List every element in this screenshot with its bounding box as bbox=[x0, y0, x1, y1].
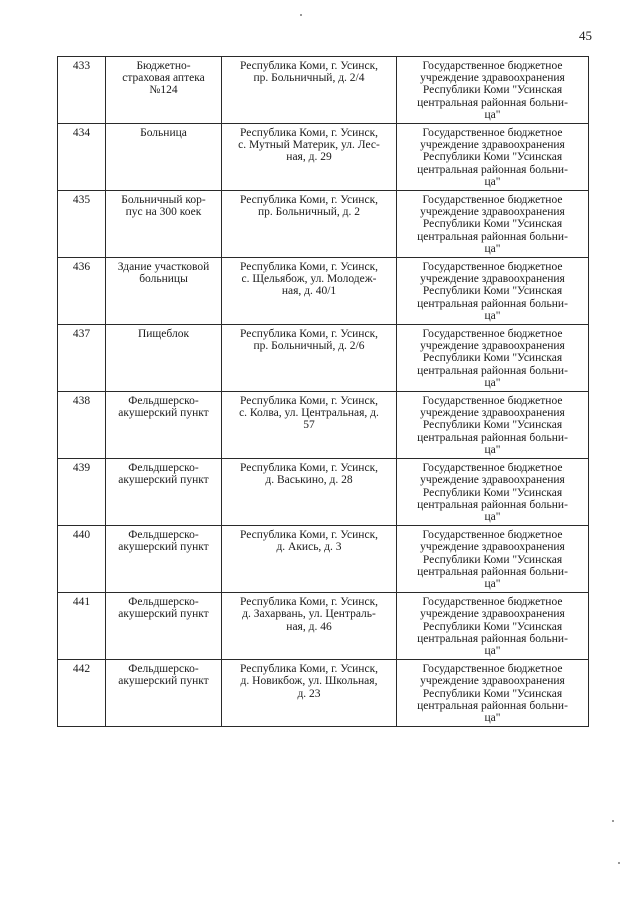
table-row bbox=[58, 124, 589, 191]
address-cell-text: Республика Коми, г. Усинск, с. Щельябож, ул. Молодеж- ная, д. 40/1 bbox=[239, 261, 379, 298]
row-number-cell bbox=[58, 526, 106, 593]
object-name-cell-text: Фельдшерско- акушерский пункт bbox=[118, 596, 209, 621]
row-number-cell bbox=[58, 660, 106, 727]
object-name-cell-text: Бюджетно- страховая аптека №124 bbox=[122, 60, 205, 97]
row-number-cell-text: 437 bbox=[72, 328, 91, 341]
organization-cell-text: Государственное бюджетное учреждение здравоохранения Республики Коми "Усинская центральная районная больни- ца" bbox=[417, 395, 568, 456]
table-row bbox=[58, 392, 589, 459]
row-number-cell bbox=[58, 593, 106, 660]
organization-cell bbox=[397, 660, 589, 727]
table-row bbox=[58, 325, 589, 392]
address-cell-text: Республика Коми, г. Усинск, пр. Больничный, д. 2 bbox=[239, 194, 379, 219]
row-number-cell-text: 442 bbox=[72, 663, 91, 676]
table-row bbox=[58, 191, 589, 258]
row-number-cell-text: 439 bbox=[72, 462, 91, 475]
organization-cell bbox=[397, 124, 589, 191]
address-cell-text: Республика Коми, г. Усинск, д. Васькино, д. 28 bbox=[239, 462, 379, 487]
table-row bbox=[58, 526, 589, 593]
object-name-cell bbox=[106, 660, 222, 727]
address-cell-text: Республика Коми, г. Усинск, д. Захарвань, ул. Централь- ная, д. 46 bbox=[239, 596, 379, 633]
address-cell bbox=[222, 258, 397, 325]
object-name-cell-text: Фельдшерско- акушерский пункт bbox=[118, 529, 209, 554]
table-row bbox=[58, 459, 589, 526]
organization-cell bbox=[397, 258, 589, 325]
organization-cell bbox=[397, 392, 589, 459]
row-number-cell bbox=[58, 124, 106, 191]
scan-speck bbox=[618, 862, 620, 864]
organization-cell-text: Государственное бюджетное учреждение здравоохранения Республики Коми "Усинская центральная районная больни- ца" bbox=[417, 663, 568, 724]
object-name-cell-text: Больница bbox=[140, 127, 187, 140]
organization-cell bbox=[397, 526, 589, 593]
row-number-cell-text: 433 bbox=[72, 60, 91, 72]
organization-cell-text: Государственное бюджетное учреждение здравоохранения Республики Коми "Усинская центральная районная больни- ца" bbox=[417, 462, 568, 523]
table-row bbox=[58, 593, 589, 660]
object-name-cell bbox=[106, 258, 222, 325]
address-cell bbox=[222, 57, 397, 124]
organization-cell bbox=[397, 459, 589, 526]
object-name-cell bbox=[106, 593, 222, 660]
address-cell-text: Республика Коми, г. Усинск, пр. Больничный, д. 2/4 bbox=[239, 60, 379, 85]
address-cell-text: Республика Коми, г. Усинск, с. Мутный Материк, ул. Лес- ная, д. 29 bbox=[238, 127, 380, 164]
address-cell-text: Республика Коми, г. Усинск, д. Новикбож, ул. Школьная, д. 23 bbox=[239, 663, 379, 700]
address-cell bbox=[222, 593, 397, 660]
row-number-cell bbox=[58, 258, 106, 325]
address-cell-text: Республика Коми, г. Усинск, пр. Больничный, д. 2/6 bbox=[239, 328, 379, 353]
row-number-cell-text: 441 bbox=[72, 596, 91, 609]
organization-cell-text: Государственное бюджетное учреждение здравоохранения Республики Коми "Усинская центральная районная больни- ца" bbox=[417, 194, 568, 255]
address-cell bbox=[222, 459, 397, 526]
row-number-cell bbox=[58, 57, 106, 124]
object-name-cell-text: Пищеблок bbox=[137, 328, 190, 341]
object-name-cell-text: Здание участковой больницы bbox=[117, 261, 210, 286]
organization-cell bbox=[397, 191, 589, 258]
object-name-cell-text: Больничный кор- пус на 300 коек bbox=[121, 194, 206, 219]
object-name-cell-text: Фельдшерско- акушерский пункт bbox=[118, 462, 209, 487]
row-number-cell bbox=[58, 392, 106, 459]
address-cell bbox=[222, 325, 397, 392]
address-cell-text: Республика Коми, г. Усинск, с. Колва, ул. Центральная, д. 57 bbox=[239, 395, 379, 432]
address-cell bbox=[222, 191, 397, 258]
organization-cell-text: Государственное бюджетное учреждение здравоохранения Республики Коми "Усинская центральная районная больни- ца" bbox=[417, 127, 568, 188]
address-cell bbox=[222, 660, 397, 727]
organization-cell-text: Государственное бюджетное учреждение здравоохранения Республики Коми "Усинская центральная районная больни- ца" bbox=[417, 60, 568, 121]
row-number-cell-text: 438 bbox=[72, 395, 91, 408]
address-cell bbox=[222, 526, 397, 593]
table-row bbox=[58, 660, 589, 727]
organization-cell-text: Государственное бюджетное учреждение здравоохранения Республики Коми "Усинская центральная районная больни- ца" bbox=[417, 596, 568, 657]
address-cell bbox=[222, 124, 397, 191]
objects-table bbox=[57, 56, 589, 727]
organization-cell-text: Государственное бюджетное учреждение здравоохранения Республики Коми "Усинская центральная районная больни- ца" bbox=[417, 529, 568, 590]
scan-speck bbox=[612, 820, 614, 822]
organization-cell bbox=[397, 57, 589, 124]
page-number: 45 bbox=[579, 28, 592, 43]
organization-cell bbox=[397, 325, 589, 392]
row-number-cell-text: 440 bbox=[72, 529, 91, 542]
organization-cell-text: Государственное бюджетное учреждение здравоохранения Республики Коми "Усинская центральная районная больни- ца" bbox=[417, 328, 568, 389]
row-number-cell bbox=[58, 459, 106, 526]
object-name-cell bbox=[106, 124, 222, 191]
object-name-cell-text: Фельдшерско- акушерский пункт bbox=[118, 395, 209, 420]
table-body bbox=[58, 57, 589, 727]
object-name-cell-text: Фельдшерско- акушерский пункт bbox=[118, 663, 209, 688]
table-row bbox=[58, 57, 589, 124]
object-name-cell bbox=[106, 392, 222, 459]
object-name-cell bbox=[106, 526, 222, 593]
row-number-cell bbox=[58, 325, 106, 392]
scan-speck bbox=[300, 14, 302, 16]
object-name-cell bbox=[106, 191, 222, 258]
address-cell-text: Республика Коми, г. Усинск, д. Акись, д. 3 bbox=[239, 529, 379, 554]
address-cell bbox=[222, 392, 397, 459]
object-name-cell bbox=[106, 459, 222, 526]
row-number-cell-text: 435 bbox=[72, 194, 91, 207]
organization-cell bbox=[397, 593, 589, 660]
table-row bbox=[58, 258, 589, 325]
row-number-cell-text: 436 bbox=[72, 261, 91, 274]
object-name-cell bbox=[106, 325, 222, 392]
row-number-cell bbox=[58, 191, 106, 258]
row-number-cell-text: 434 bbox=[72, 127, 91, 140]
organization-cell-text: Государственное бюджетное учреждение здравоохранения Республики Коми "Усинская центральная районная больни- ца" bbox=[417, 261, 568, 322]
object-name-cell bbox=[106, 57, 222, 124]
